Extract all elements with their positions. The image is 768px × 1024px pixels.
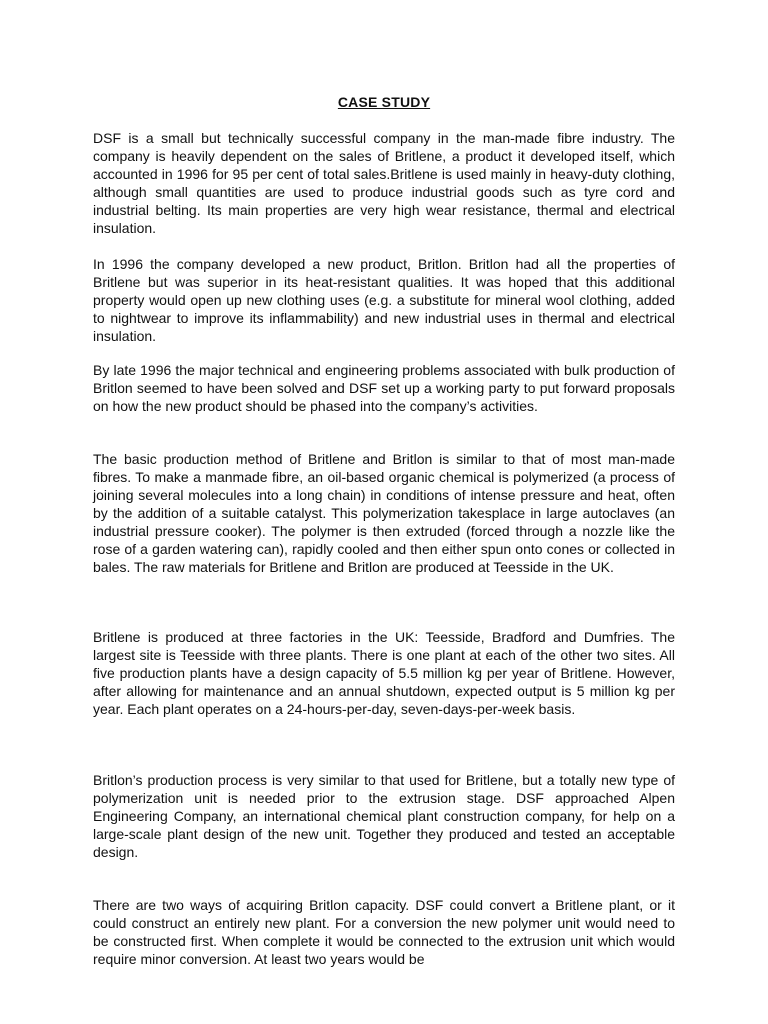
paragraph-capacity-options: There are two ways of acquiring Britlon capacity. DSF could convert a Britlene plant, or it could construct an entirely new plant. For a conversion the new polymer unit would need to be constructed first. When complete it would be connected to the extrusion unit which would require minor conversion. At least two years would be xyxy=(93,897,675,967)
paragraph-britlon-process: Britlon’s production process is very similar to that used for Britlene, but a totally new type of polymerization unit is needed prior to the extrusion stage. DSF approached Alpen Engineering Company, an international chemical plant construction company, for help on a large-scale plant design of the new unit. Together they produced and tested an acceptable design. xyxy=(93,772,675,860)
paragraph-company-overview: DSF is a small but technically successful company in the man-made fibre industry. The company is heavily dependent on the sales of Britlene, a product it developed itself, which accounted in 1996 for 95 per cent of total sales.Britlene is used mainly in heavy-duty clothing, although small quantities are used to produce industrial goods such as tyre cord and industrial belting. Its main properties are very high wear resistance, thermal and electrical insulation. xyxy=(93,130,675,236)
paragraph-production-method: The basic production method of Britlene and Britlon is similar to that of most man-made fibres. To make a manmade fibre, an oil-based organic chemical is polymerized (a process of joining several molecules into a long chain) in conditions of intense pressure and heat, often by the addition of a suitable catalyst. This polymerization takesplace in large autoclaves (an industrial pressure cooker). The polymer is then extruded (forced through a nozzle like the rose of a garden watering can), rapidly cooled and then either spun onto cones or collected in bales. The raw materials for Britlene and Britlon are produced at Teesside in the UK. xyxy=(93,451,675,575)
document-title: CASE STUDY xyxy=(337,94,431,110)
paragraph-working-party: By late 1996 the major technical and engineering problems associated with bulk production of Britlon seemed to have been solved and DSF set up a working party to put forward proposals on how the new product should be phased into the company’s activities. xyxy=(93,362,675,414)
paragraph-new-product: In 1996 the company developed a new product, Britlon. Britlon had all the properties of Britlene but was superior in its heat-resistant qualities. It was hoped that this additional property would open up new clothing uses (e.g. a substitute for mineral wool clothing, added to nightwear to improve its inflammability) and new industrial uses in thermal and electrical insulation. xyxy=(93,256,675,344)
paragraph-factories: Britlene is produced at three factories in the UK: Teesside, Bradford and Dumfries. The largest site is Teesside with three plants. There is one plant at each of the other two sites. All five production plants have a design capacity of 5.5 million kg per year of Britlene. However, after allowing for maintenance and an annual shutdown, expected output is 5 million kg per year. Each plant operates on a 24-hours-per-day, seven-days-per-week basis. xyxy=(93,629,675,717)
